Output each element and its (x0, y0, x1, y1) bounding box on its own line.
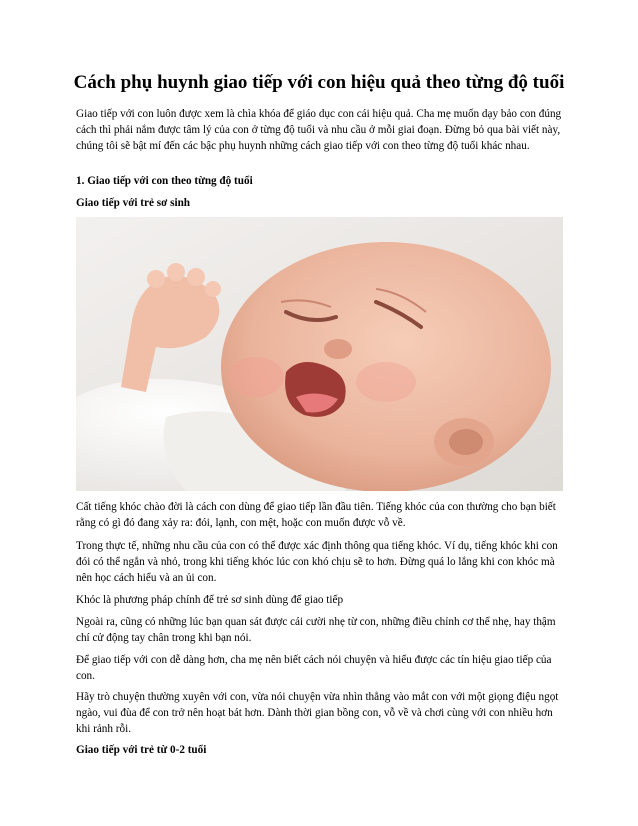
paragraph-crying: Cất tiếng khóc chào đời là cách con dùng để giao tiếp lần đầu tiên. Tiếng khóc của con thường cho bạn biết rằng có gì đó đang xảy ra: đói, lạnh, con mệt, hoặc con muốn được vỗ về. (76, 501, 556, 529)
image-caption: Khóc là phương pháp chính để trẻ sơ sinh dùng để giao tiếp (76, 594, 344, 606)
paragraph-needs: Trong thực tế, những nhu cầu của con có thể được xác định thông qua tiếng khóc. Ví dụ, tiếng khóc khi con đói có thể ngắn và nhỏ, trong khi tiếng khóc lúc con khó chịu sẽ to hơn. Đừng quá lo lắng khi con khóc mà nên học cách hiểu và an ủi con. (76, 540, 558, 584)
subheading-newborn: Giao tiếp với trẻ sơ sinh (76, 197, 191, 209)
paragraph-signals: Để giao tiếp với con dễ dàng hơn, cha mẹ nên biết cách nói chuyện và hiểu được các tín hiệu giao tiếp của con. (76, 654, 552, 682)
subheading-0-2: Giao tiếp với trẻ từ 0-2 tuổi (76, 744, 207, 756)
article-title: Cách phụ huynh giao tiếp với con hiệu quả theo từng độ tuổi (73, 72, 565, 93)
section-heading: 1. Giao tiếp với con theo từng độ tuổi (76, 175, 253, 187)
paragraph-talk: Hãy trò chuyện thường xuyên với con, vừa nói chuyện vừa nhìn thẳng vào mắt con với một giọng điệu ngọt ngào, vui đùa để con trở nên hoạt bát hơn. Dành thời gian bồng con, vỗ về và chơi cùng với con nhiều hơn khi rảnh rỗi. (76, 691, 559, 735)
paragraph-observe: Ngoài ra, cũng có những lúc bạn quan sát được cái cười nhẹ từ con, những điều chỉnh cơ thể nhẹ, hay thậm chí cử động tay chân trong khi bạn nói. (76, 616, 556, 644)
intro-paragraph: Giao tiếp với con luôn được xem là chìa khóa để giáo dục con cái hiệu quả. Cha mẹ muốn dạy bảo con đúng cách thì phải nắm được tâm lý của con ở từng độ tuổi và nhu cầu ở mỗi giai đoạn. Đừng bỏ qua bài viết này, chúng tôi sẽ bật mí đến các bậc phụ huynh những cách giao tiếp với con theo từng độ tuổi khác nhau. (76, 108, 562, 152)
crying-baby-photo (76, 217, 563, 491)
